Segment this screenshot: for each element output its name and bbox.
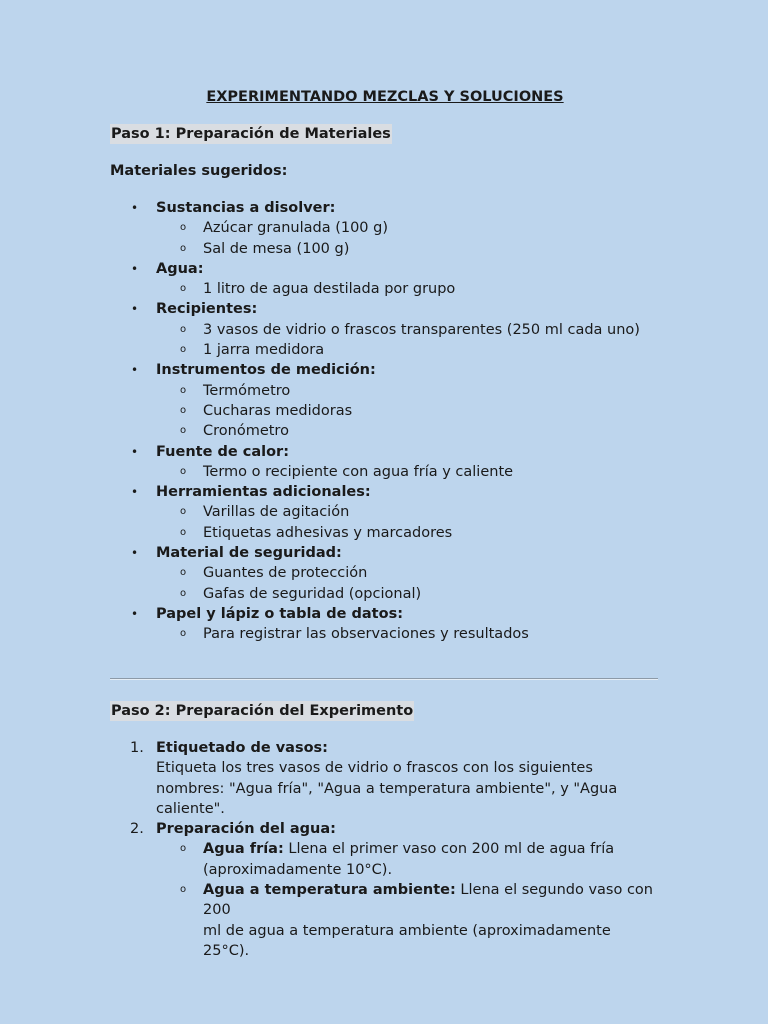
material-item-label: Herramientas adicionales:	[156, 484, 371, 501]
circle-bullet-icon: o	[180, 222, 187, 234]
circle-bullet-icon: o	[180, 526, 187, 538]
material-item-label: Recipientes:	[156, 301, 258, 318]
material-subitem-text: 1 jarra medidora	[203, 342, 325, 359]
material-subitem	[110, 421, 660, 441]
circle-bullet-icon: o	[180, 628, 187, 640]
procedure-text-line: nombres: "Agua fría", "Agua a temperatura ambiente", y "Agua	[156, 780, 618, 797]
material-subitem	[110, 340, 660, 360]
material-item	[110, 482, 660, 543]
bullet-icon: •	[131, 546, 139, 561]
procedure-label: Etiquetado de vasos:	[156, 740, 328, 756]
circle-bullet-icon: o	[180, 884, 187, 896]
procedure-item	[110, 738, 660, 819]
material-subitem-text: Gafas de seguridad (opcional)	[203, 585, 422, 602]
circle-bullet-icon: o	[180, 843, 187, 855]
circle-bullet-icon: o	[180, 323, 187, 335]
procedure-subitem-text: Llena el primer vaso con 200 ml de agua fría	[283, 841, 615, 858]
material-subitem	[110, 320, 660, 340]
material-subitem	[110, 381, 660, 401]
material-subitem-text: Azúcar granulada (100 g)	[203, 220, 388, 237]
step2-heading: Paso 2: Preparación del Experimento	[111, 703, 414, 719]
circle-bullet-icon: o	[180, 587, 187, 599]
material-item	[110, 604, 660, 645]
circle-bullet-icon: o	[180, 506, 187, 518]
procedure-subitem-continuation: (aproximadamente 10°C).	[203, 861, 393, 878]
bullet-icon: •	[131, 485, 139, 500]
procedure-subitem-label: Agua a temperatura ambiente:	[203, 882, 456, 899]
material-item	[110, 198, 660, 259]
material-subitem-text: 3 vasos de vidrio o frascos transparentes (250 ml cada uno)	[203, 321, 640, 338]
material-subitem	[110, 502, 660, 522]
section-divider	[110, 678, 658, 680]
materials-subheading: Materiales sugeridos:	[110, 163, 288, 179]
procedure-text-line: caliente".	[156, 800, 225, 817]
material-subitem	[110, 239, 660, 259]
step1-heading: Paso 1: Preparación de Materiales	[111, 126, 391, 142]
procedure-list	[110, 738, 660, 961]
material-subitem	[110, 624, 660, 644]
material-item-label: Fuente de calor:	[156, 443, 289, 460]
material-item-label: Papel y lápiz o tabla de datos:	[156, 605, 404, 622]
material-subitem	[110, 563, 660, 583]
procedure-subitem-text: Llena el segundo vaso con 200	[203, 882, 653, 919]
material-subitem-text: Termo o recipiente con agua fría y caliente	[203, 463, 514, 480]
bullet-icon: •	[131, 261, 139, 276]
material-subitem	[110, 218, 660, 238]
step2-section	[110, 701, 660, 721]
material-subitem	[110, 584, 660, 604]
procedure-item	[110, 819, 660, 961]
material-subitem-text: Termómetro	[203, 382, 291, 399]
title-text: EXPERIMENTANDO MEZCLAS Y SOLUCIONES	[206, 89, 564, 105]
circle-bullet-icon: o	[180, 242, 187, 254]
circle-bullet-icon: o	[180, 283, 187, 295]
bullet-icon: •	[131, 302, 139, 317]
bullet-icon: •	[131, 201, 139, 215]
material-subitem-text: Guantes de protección	[203, 565, 368, 582]
material-item-label: Material de seguridad:	[156, 545, 342, 562]
material-subitem	[110, 279, 660, 299]
circle-bullet-icon: o	[180, 567, 187, 579]
procedure-subitem-continuation: ml de agua a temperatura ambiente (aproximadamente 25°C).	[203, 922, 611, 959]
material-item-label: Sustancias a disolver:	[156, 200, 336, 216]
materials-list	[110, 198, 660, 645]
material-item	[110, 543, 660, 604]
procedure-number: 2.	[130, 821, 144, 838]
circle-bullet-icon: o	[180, 404, 187, 416]
material-subitem	[110, 462, 660, 482]
circle-bullet-icon: o	[180, 425, 187, 437]
circle-bullet-icon: o	[180, 384, 187, 396]
material-subitem-text: Varillas de agitación	[203, 504, 350, 521]
bullet-icon: •	[131, 444, 139, 459]
material-item-label: Agua:	[156, 260, 204, 277]
material-subitem-text: Etiquetas adhesivas y marcadores	[203, 524, 453, 541]
procedure-label: Preparación del agua:	[156, 821, 336, 838]
material-item-label: Instrumentos de medición:	[156, 362, 376, 379]
bullet-icon: •	[131, 363, 139, 378]
material-item	[110, 360, 660, 441]
material-subitem-text: Cronómetro	[203, 423, 289, 440]
material-subitem-text: Para registrar las observaciones y resultados	[203, 626, 529, 643]
material-subitem	[110, 401, 660, 421]
step1-section	[110, 124, 660, 144]
procedure-text-line: Etiqueta los tres vasos de vidrio o frascos con los siguientes	[156, 760, 593, 777]
procedure-number: 1.	[130, 740, 144, 756]
procedure-list-body	[110, 738, 660, 961]
material-item	[110, 442, 660, 483]
procedure-subitem-label: Agua fría:	[203, 841, 284, 858]
circle-bullet-icon: o	[180, 465, 187, 477]
bullet-icon: •	[131, 606, 139, 621]
circle-bullet-icon: o	[180, 344, 187, 356]
material-subitem-text: 1 litro de agua destilada por grupo	[203, 281, 456, 298]
material-subitem	[110, 523, 660, 543]
materials-subheading-wrap	[110, 161, 660, 181]
material-item	[110, 259, 660, 300]
material-subitem-text: Cucharas medidoras	[203, 402, 353, 419]
document-title	[110, 86, 660, 108]
procedure-subitem	[110, 880, 660, 961]
material-item	[110, 299, 660, 360]
materials-list-ul	[110, 198, 660, 645]
material-subitem-text: Sal de mesa (100 g)	[203, 240, 350, 257]
procedure-subitem	[110, 839, 660, 880]
